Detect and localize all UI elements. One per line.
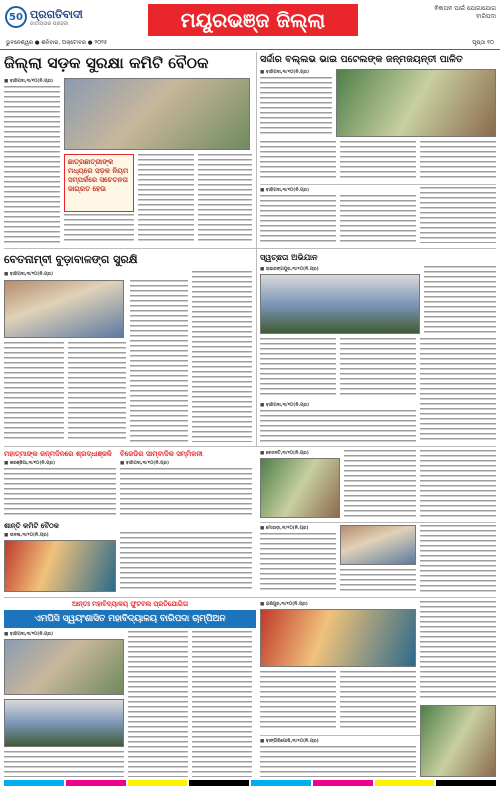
story10-text (260, 410, 416, 442)
story2-text-col4 (420, 141, 496, 181)
divider (4, 248, 496, 249)
story9-kicker: ଆନ୍ତଃ ମହାବିଦ୍ୟାଳୟ ଫୁଟବଲ ପ୍ରତିଯୋଗିତା (71, 600, 189, 608)
story14-byline: ■ ବାଙ୍ଗିରିପୋଷି,୩/୧୦(ନି.ପ୍ର) (260, 739, 319, 744)
divider (4, 446, 496, 447)
story9-text-col3 (4, 751, 124, 777)
registration-swatch (436, 780, 496, 786)
story13-text-col2 (260, 671, 336, 731)
story9-photo-1 (4, 639, 124, 695)
story12-photo (340, 525, 416, 565)
dateline (0, 38, 500, 50)
divider (260, 522, 496, 523)
issue-date: ଭୁବନେଶ୍ୱର ● ଶନିବାର, ଅକ୍ଟୋବର ● ୨୦୨୫ (6, 40, 108, 46)
registration-swatch (189, 780, 249, 786)
story14-photo (420, 705, 496, 777)
story11-text-col1 (344, 450, 416, 518)
registration-swatch (66, 780, 126, 786)
story6-text (4, 468, 116, 518)
story11-byline: ■ ବେତନଟି,୩/୧୦(ନି.ପ୍ର) (260, 451, 309, 456)
masthead-right-line2: ବାରିପଦା (476, 13, 496, 20)
story1-headline: ଜିଲ୍ଲା ସଡ଼କ ସୁରକ୍ଷା କମିଟି ବୈଠକ (4, 54, 209, 72)
story5-text-col3 (340, 338, 416, 398)
story5-text-col1 (424, 266, 496, 336)
story1-text-col4 (64, 214, 134, 244)
story12-text-col1 (260, 533, 336, 593)
story12-text-col2 (340, 569, 416, 593)
divider (4, 597, 496, 598)
story2-text-col3 (340, 141, 416, 181)
color-registration-bar (4, 780, 496, 786)
newspaper-logo-icon: 50 (5, 6, 27, 28)
story6-headline: ମହାତ୍ମାଙ୍କ ଜନ୍ମଦିନରେ ଶ୍ରଦ୍ଧାଞ୍ଜଳି (4, 450, 112, 458)
story5-headline: ସ୍ୱଚ୍ଛତା ଅଭିଯାନ (260, 253, 318, 262)
story3-headline: ବେତନାମ୍ବୀ ବୁଡ଼ାବାଳଙ୍ଗ ସୁରକ୍ଷି (4, 253, 138, 266)
story6-byline: ■ କରଞ୍ଜିଆ,୩/୧୦(ନି.ପ୍ର) (4, 461, 56, 466)
story13-text-col1 (420, 601, 496, 701)
registration-swatch (251, 780, 311, 786)
story12-text-col3 (420, 525, 496, 593)
story3-text-col3 (130, 280, 188, 442)
story3-text-col4 (192, 271, 252, 442)
story4-byline: ■ ବାରିପଦା,୩/୧୦(ନି.ପ୍ର) (260, 188, 310, 193)
story2-text-col1 (260, 77, 332, 137)
story9-text-col2 (192, 631, 252, 777)
divider (260, 184, 496, 185)
story5-byline: ■ ରାଇରଙ୍ଗପୁର,୩/୧୦(ନି.ପ୍ର) (260, 267, 319, 272)
column-divider (256, 52, 257, 446)
story7-byline: ■ ବାରିପଦା,୩/୧୦(ନି.ପ୍ର) (120, 461, 170, 466)
story4-text-col3 (420, 187, 496, 243)
story14-text (260, 746, 416, 777)
story9-byline: ■ ବାରିପଦା,୩/୧୦(ନି.ପ୍ର) (4, 632, 54, 637)
story7-text (120, 468, 252, 518)
story5-photo (260, 274, 420, 334)
story1-photo (64, 78, 250, 150)
story1-text-col2 (138, 154, 194, 244)
story8-photo (4, 540, 116, 592)
registration-swatch (128, 780, 188, 786)
story2-photo (336, 69, 496, 137)
story8-byline: ■ ଉଦଳା,୩/୧୦(ନି.ପ୍ର) (4, 533, 49, 538)
registration-swatch (313, 780, 373, 786)
story13-photo (260, 609, 416, 667)
section-title: ମୟୂରଭଞ୍ଜ ଜିଲ୍ଲା (148, 4, 358, 36)
story11-photo (260, 458, 340, 518)
newspaper-name: ପ୍ରଗତିବାଦୀ (30, 8, 83, 21)
story1-pullquote-text: ଛାତ୍ରଛାତ୍ରୀଙ୍କ ମଧ୍ୟରେ ସଡ଼କ ନିୟମ ସମ୍ପର୍କରେ ସଚେତନତା ଜାଗ୍ରତ ହେଉ (68, 158, 129, 193)
story9-photo-2 (4, 699, 124, 747)
page-number: ପୃଷ୍ଠା ୧୦ (472, 40, 494, 46)
story1-text-col1 (4, 86, 60, 244)
story5-text-col4 (420, 338, 496, 442)
story3-text-col2 (68, 342, 126, 442)
story13-byline: ■ ଯଶିପୁର,୩/୧୦(ନି.ପ୍ର) (260, 602, 308, 607)
masthead-right-line1: ଵିଜ୍ଞାପନ ପାଇଁ ଯୋଗାଯୋଗ (434, 5, 496, 12)
story11-text-col2 (420, 450, 496, 518)
story8-headline: ଶାନ୍ତି କମିଟି ବୈଠକ (4, 522, 59, 530)
registration-swatch (375, 780, 435, 786)
story8-text (120, 532, 252, 592)
story9-banner: ଏମପିସି ସ୍ୱୟଂଶାସିତ ମହାବିଦ୍ୟାଳୟ ବାରିପଦା ଚାମ୍ପିଅନ (4, 610, 256, 628)
story2-text-col2 (260, 141, 336, 181)
story4-text-col2 (340, 195, 416, 243)
story12-byline: ■ ମୋରଡ଼ା,୩/୧୦(ନି.ପ୍ର) (260, 526, 309, 531)
story1-text-col3 (198, 154, 252, 244)
story9-text-col1 (128, 631, 188, 777)
story3-byline: ■ ବାରିପଦା,୩/୧୦(ନି.ପ୍ର) (4, 272, 54, 277)
story3-text-col1 (4, 342, 64, 442)
registration-swatch (4, 780, 64, 786)
story1-byline: ■ ବାରିପଦା,୩/୧୦(ନି.ପ୍ର) (4, 79, 54, 84)
story7-headline: ବିଜେଡିର ସାମ୍ବାଦିକ ସମ୍ମିଳନୀ (120, 450, 203, 458)
story3-photo (4, 280, 124, 338)
story10-byline: ■ ବାରିପଦା,୩/୧୦(ନି.ପ୍ର) (260, 403, 310, 408)
story1-pullquote (64, 154, 134, 212)
story13-text-col3 (340, 671, 416, 731)
story2-byline: ■ ବାରିପଦା,୩/୧୦(ନି.ପ୍ର) (260, 70, 310, 75)
story4-text-col1 (260, 195, 336, 243)
story5-text-col2 (260, 338, 336, 398)
masthead-right (406, 5, 496, 21)
newspaper-tagline: ଜାତୀୟତାର ପ୍ରହରୀ (30, 21, 69, 27)
story2-headline: ସର୍ଦ୍ଦାର ବଲ୍ଲଭ ଭାଇ ପଟେଲଙ୍କ ଜନ୍ମଜୟନ୍ତୀ ପାଳିତ (260, 54, 463, 65)
